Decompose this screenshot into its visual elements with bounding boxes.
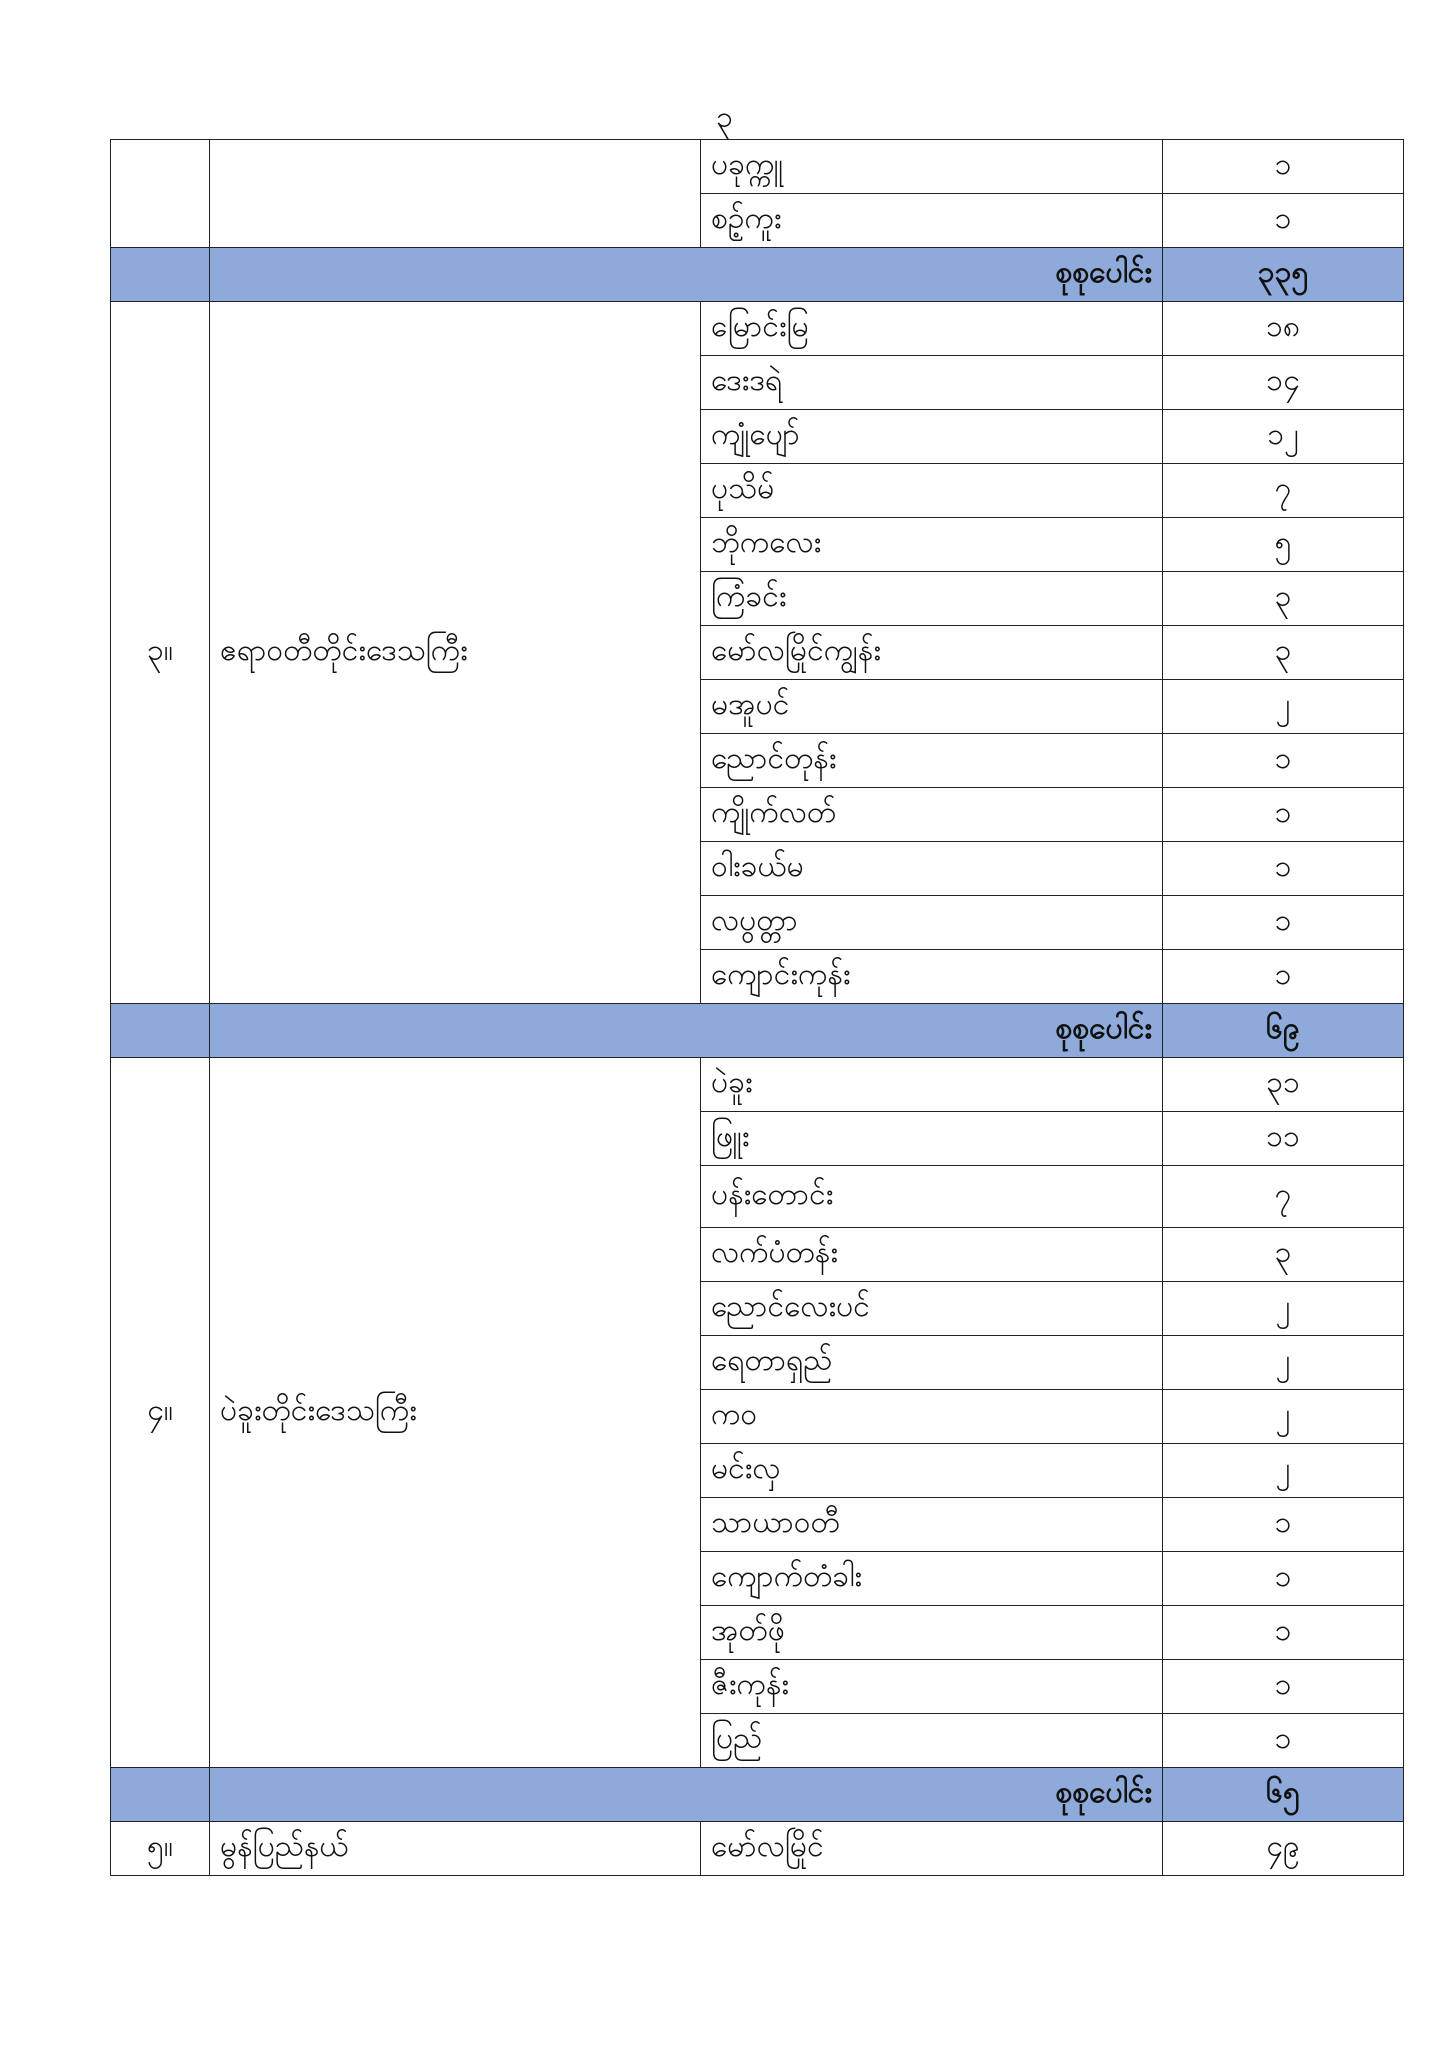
township-count: ၁ — [1163, 140, 1404, 194]
total-value: ၆၉ — [1163, 1004, 1404, 1058]
township-count: ၁ — [1163, 896, 1404, 950]
row-number-cell — [111, 140, 210, 248]
township-count: ၃ — [1163, 1228, 1404, 1282]
region-name: ပဲခူးတိုင်းဒေသကြီး — [210, 1058, 701, 1768]
township-name: ဝါးခယ်မ — [701, 842, 1163, 896]
township-name: ကျောက်တံခါး — [701, 1552, 1163, 1606]
township-name: ဒေးဒရဲ — [701, 356, 1163, 410]
township-name: ပခုက္ကူ — [701, 140, 1163, 194]
township-count: ၇ — [1163, 1166, 1404, 1228]
total-blank-cell — [111, 1004, 210, 1058]
total-label: စုစုပေါင်း — [210, 248, 1163, 302]
township-name: အုတ်ဖို — [701, 1606, 1163, 1660]
township-name: ရေတာရှည် — [701, 1336, 1163, 1390]
township-name: ပြည် — [701, 1714, 1163, 1768]
total-blank-cell — [111, 1768, 210, 1822]
township-count: ၁ — [1163, 1606, 1404, 1660]
township-count: ၁ — [1163, 1660, 1404, 1714]
township-name: ညောင်တုန်း — [701, 734, 1163, 788]
total-value: ၆၅ — [1163, 1768, 1404, 1822]
township-name: ကြံခင်း — [701, 572, 1163, 626]
township-name: စဉ့်ကူး — [701, 194, 1163, 248]
page-number: ၃ — [716, 100, 733, 135]
township-name: ဇီးကုန်း — [701, 1660, 1163, 1714]
township-name: လက်ပံတန်း — [701, 1228, 1163, 1282]
township-count: ၄၉ — [1163, 1822, 1404, 1876]
row-number: ၄။ — [111, 1058, 210, 1768]
township-name: ကျိုက်လတ် — [701, 788, 1163, 842]
township-count: ၁ — [1163, 1714, 1404, 1768]
township-count: ၁၂ — [1163, 410, 1404, 464]
township-count: ၁ — [1163, 788, 1404, 842]
table-row — [111, 140, 1404, 194]
township-count: ၂ — [1163, 680, 1404, 734]
row-number: ၅။ — [111, 1822, 210, 1876]
township-name: ပုသိမ် — [701, 464, 1163, 518]
township-count: ၁ — [1163, 950, 1404, 1004]
township-name: ကျောင်းကုန်း — [701, 950, 1163, 1004]
township-name: မင်းလှ — [701, 1444, 1163, 1498]
township-count: ၁ — [1163, 842, 1404, 896]
table-row — [111, 1822, 1404, 1876]
township-count: ၁ — [1163, 734, 1404, 788]
township-name: လပွတ္တာ — [701, 896, 1163, 950]
table-row — [111, 1058, 1404, 1112]
township-count: ၃ — [1163, 572, 1404, 626]
township-count: ၂ — [1163, 1336, 1404, 1390]
township-count: ၃ — [1163, 626, 1404, 680]
township-name: ကဝ — [701, 1390, 1163, 1444]
township-name: ပဲခူး — [701, 1058, 1163, 1112]
township-count: ၁ — [1163, 194, 1404, 248]
township-count: ၁၁ — [1163, 1112, 1404, 1166]
total-row — [111, 1004, 1404, 1058]
region-name: ဧရာဝတီတိုင်းဒေသကြီး — [210, 302, 701, 1004]
township-name: ကျုံပျော် — [701, 410, 1163, 464]
township-name: သာယာဝတီ — [701, 1498, 1163, 1552]
township-name: မအူပင် — [701, 680, 1163, 734]
district-count-table — [110, 139, 1404, 1876]
township-count: ၁၈ — [1163, 302, 1404, 356]
township-count: ၂ — [1163, 1282, 1404, 1336]
total-value: ၃၃၅ — [1163, 248, 1404, 302]
region-cell — [210, 140, 701, 248]
township-count: ၃၁ — [1163, 1058, 1404, 1112]
township-count: ၁ — [1163, 1552, 1404, 1606]
total-label: စုစုပေါင်း — [210, 1004, 1163, 1058]
township-count: ၇ — [1163, 464, 1404, 518]
township-name: ဖြူး — [701, 1112, 1163, 1166]
total-row — [111, 248, 1404, 302]
township-count: ၅ — [1163, 518, 1404, 572]
total-blank-cell — [111, 248, 210, 302]
total-label: စုစုပေါင်း — [210, 1768, 1163, 1822]
township-count: ၁၄ — [1163, 356, 1404, 410]
township-name: ပန်းတောင်း — [701, 1166, 1163, 1228]
row-number: ၃။ — [111, 302, 210, 1004]
township-name: မြောင်းမြ — [701, 302, 1163, 356]
township-count: ၁ — [1163, 1498, 1404, 1552]
township-count: ၂ — [1163, 1390, 1404, 1444]
township-name: မော်လမြိုင်ကျွန်း — [701, 626, 1163, 680]
region-name: မွန်ပြည်နယ် — [210, 1822, 701, 1876]
township-name: ညောင်လေးပင် — [701, 1282, 1163, 1336]
township-count: ၂ — [1163, 1444, 1404, 1498]
township-name: ဘိုကလေး — [701, 518, 1163, 572]
township-name: မော်လမြိုင် — [701, 1822, 1163, 1876]
total-row — [111, 1768, 1404, 1822]
table-row — [111, 302, 1404, 356]
